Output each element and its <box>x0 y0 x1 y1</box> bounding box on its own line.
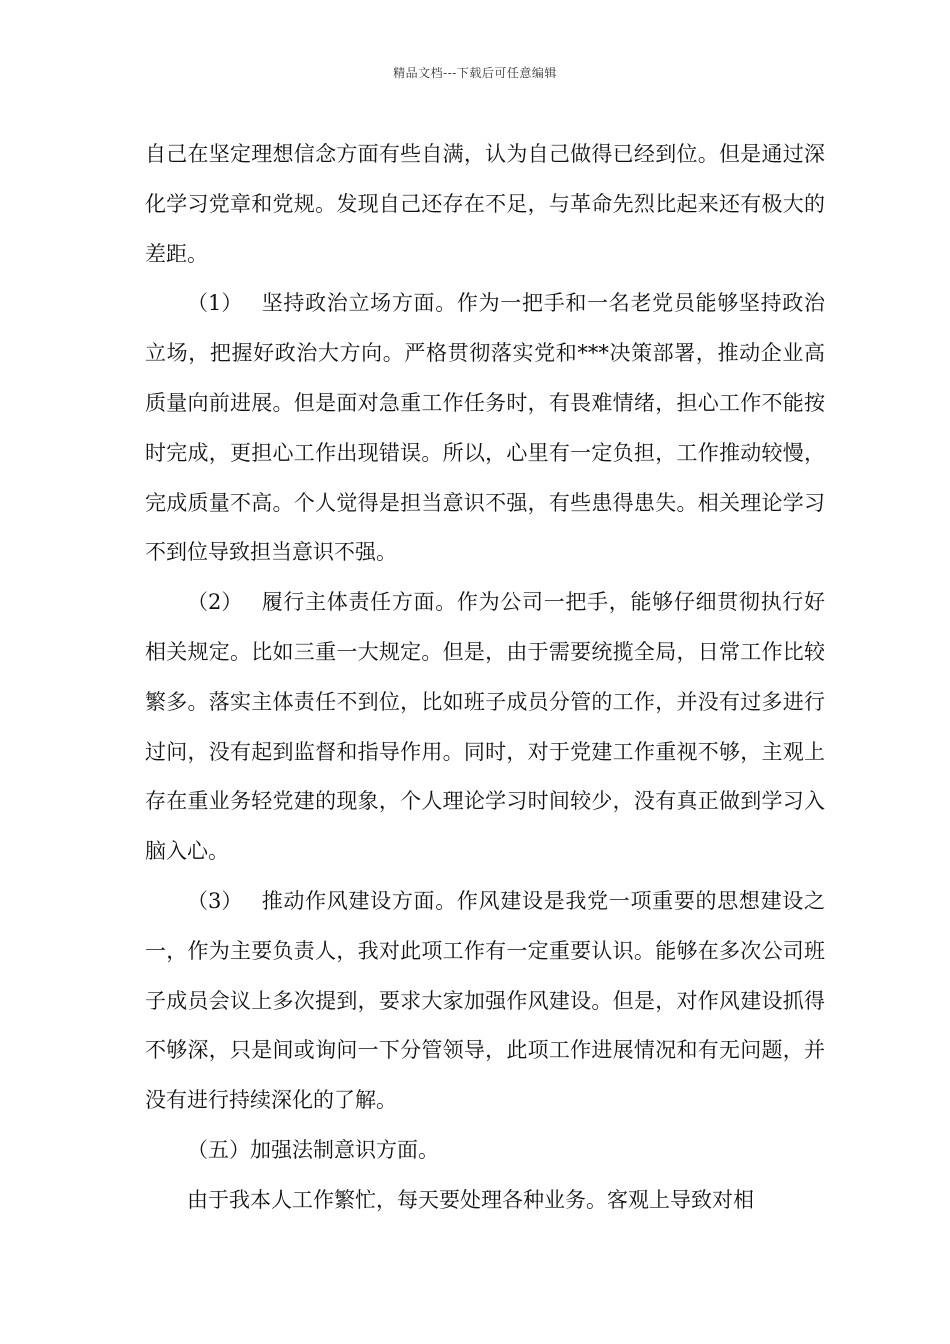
paragraph-text: 自己在坚定理想信念方面有些自满，认为自己做得已经到位。但是通过深化学习党章和党规。发现自己还存在不足，与革命先烈比起来还有极大的差距。 <box>145 142 825 266</box>
paragraph <box>145 877 825 1126</box>
paragraph-text: （五）加强法制意识方面。 <box>187 1137 439 1162</box>
section-heading <box>145 1126 825 1176</box>
paragraph <box>145 130 825 279</box>
paragraph <box>145 578 825 877</box>
paragraph-text: 坚持政治立场方面。作为一把手和一名老党员能够坚持政治立场，把握好政治大方向。严格贯彻落实党和***决策部署，推动企业高质量向前进展。但是面对急重工作任务时，有畏难情绪，担心工作不能按时完成，更担心工作出现错误。所以，心里有一定负担，工作推动较慢，完成质量不高。个人觉得是担当意识不强，有些患得患失。相关理论学习不到位导致担当意识不强。 <box>145 291 825 565</box>
paragraph-text: 履行主体责任方面。作为公司一把手，能够仔细贯彻执行好相关规定。比如三重一大规定。但是，由于需要统揽全局，日常工作比较繁多。落实主体责任不到位，比如班子成员分管的工作，并没有过多进行过问，没有起到监督和指导作用。同时，对于党建工作重视不够，主观上存在重业务轻党建的现象，个人理论学习时间较少，没有真正做到学习入脑入心。 <box>145 590 825 864</box>
paragraph-text: 推动作风建设方面。作风建设是我党一项重要的思想建设之一，作为主要负责人，我对此项工作有一定重要认识。能够在多次公司班子成员会议上多次提到，要求大家加强作风建设。但是，对作风建设抓得不够深，只是间或询问一下分管领导，此项工作进展情况和有无问题，并没有进行持续深化的了解。 <box>145 888 825 1113</box>
paragraph-number: （2） <box>187 590 243 615</box>
page-header: 精品文档---下载后可任意编辑 <box>393 66 557 80</box>
paragraph-number: （1） <box>187 291 243 316</box>
paragraph-number: （3） <box>187 888 243 913</box>
paragraph <box>145 1176 825 1226</box>
paragraph-text: 由于我本人工作繁忙，每天要处理各种业务。客观上导致对相 <box>187 1187 754 1212</box>
paragraph <box>145 279 825 578</box>
document-body <box>145 130 825 1226</box>
